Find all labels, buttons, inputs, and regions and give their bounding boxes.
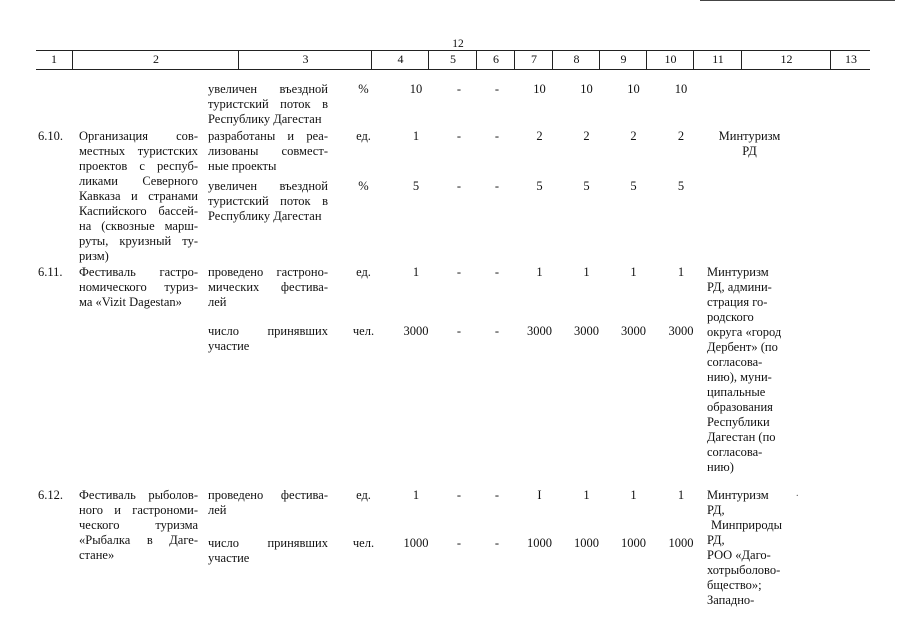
row-6-11-number: 6.11.: [38, 265, 63, 279]
table-header-row: [36, 50, 870, 70]
cont-indicator-text-line: увеличен въездной: [208, 82, 328, 96]
cont-indicator-c6: -: [456, 82, 462, 96]
row-6-12-indicator-2-unit: чел.: [352, 536, 375, 550]
row-6-11-executor-line: Республики: [707, 415, 770, 429]
header-col-3: 3: [238, 51, 372, 69]
row-6-11-indicator-1-c5: 1: [412, 265, 420, 279]
row-6-11-indicator-2-c7: -: [494, 324, 500, 338]
row-6-12-name-line: ческого туризма: [79, 518, 198, 532]
row-6-11-executor-line: родского: [707, 310, 754, 324]
row-6-11-indicator-2-c11: 3000: [668, 324, 694, 338]
header-col-1: 1: [51, 52, 57, 66]
row-6-11-indicator-1-c7: -: [494, 265, 500, 279]
row-6-10-executor-line: РД: [742, 144, 757, 158]
row-6-12-executor-line: РОО «Даго-: [707, 548, 771, 562]
row-6-11-indicator-1-c6: -: [456, 265, 462, 279]
row-6-11-executor-line: нию): [707, 460, 734, 474]
row-6-11-indicator-2-unit: чел.: [352, 324, 375, 338]
row-6-10-indicator-2-c9: 5: [583, 179, 590, 193]
top-edge-rule: [700, 0, 895, 1]
row-6-12-executor-line: бщество»;: [707, 578, 762, 592]
row-6-12-executor-line: хотрыболово-: [707, 563, 781, 577]
row-6-10-indicator-1-c5: 1: [412, 129, 420, 143]
row-6-10-indicator-2-c11: 5: [677, 179, 685, 193]
cont-indicator-text-line: туристский поток в: [208, 97, 328, 111]
row-6-12-indicator-1-c11: 1: [677, 488, 685, 502]
row-6-10-indicator-2-text-line: туристский поток в: [208, 194, 328, 208]
header-col-11: 11: [693, 51, 742, 69]
row-6-12-indicator-1-c9: 1: [583, 488, 590, 502]
row-6-11-name-line: номического туриз-: [79, 280, 198, 294]
row-6-11-executor-line: согласова-: [707, 445, 763, 459]
row-6-12-indicator-2-c5: 1000: [403, 536, 429, 550]
row-6-11-indicator-2-c8: 3000: [527, 324, 552, 338]
header-col-7: 7: [514, 51, 553, 69]
header-col-6: 6: [476, 51, 515, 69]
row-6-11-name-line: ма «Vizit Dagestan»: [79, 295, 182, 309]
cont-indicator-c9: 10: [580, 82, 593, 96]
row-6-12-executor-line: РД,: [707, 503, 725, 517]
row-6-12-indicator-2-text-line: число принявших: [208, 536, 328, 550]
row-6-12-name-line: «Рыбалка в Даге-: [79, 533, 198, 547]
cont-indicator-c5: 10: [409, 82, 423, 96]
row-6-11-indicator-1-c9: 1: [583, 265, 590, 279]
row-6-10-indicator-1-c8: 2: [536, 129, 543, 143]
row-6-11-indicator-1-c11: 1: [677, 265, 685, 279]
cont-indicator-c10: 10: [627, 82, 640, 96]
row-6-10-executor-line: Минтуризм: [718, 129, 781, 143]
row-6-10-name-line: на (сквозные марш-: [79, 219, 198, 233]
row-6-10-indicator-2-c6: -: [456, 179, 462, 193]
row-6-11-indicator-1-unit: ед.: [356, 265, 371, 279]
row-6-12-executor-line: Минтуризм: [707, 488, 769, 502]
row-6-12-indicator-1-unit: ед.: [356, 488, 371, 502]
row-6-11-executor-line: ципальные: [707, 385, 766, 399]
row-6-10-name-line: местных туристских: [79, 144, 198, 158]
row-6-10-name-line: Организация сов-: [79, 129, 198, 143]
row-6-12-indicator-1-c8: I: [537, 488, 542, 502]
row-6-10-indicator-2-c8: 5: [536, 179, 543, 193]
row-6-12-indicator-1-c7: -: [494, 488, 500, 502]
row-6-11-indicator-2-text-line: участие: [208, 339, 250, 353]
row-6-10-indicator-1-c7: -: [494, 129, 500, 143]
row-6-10-name-line: руты, круизный ту-: [79, 234, 198, 248]
cont-indicator-c8: 10: [533, 82, 546, 96]
row-6-12-name-line: стане»: [79, 548, 115, 562]
row-6-11-executor-line: Минтуризм: [707, 265, 769, 279]
row-6-12-executor-line: РД,: [707, 533, 725, 547]
row-6-10-name-line: Каспийского бассей-: [79, 204, 198, 218]
row-6-12-indicator-2-c6: -: [456, 536, 462, 550]
header-col-10: 10: [646, 51, 694, 69]
row-6-10-indicator-2-unit: %: [358, 179, 369, 193]
header-col-2: 2: [72, 51, 239, 69]
row-6-10-name-line: ризм): [79, 249, 109, 263]
header-col-13: 13: [830, 51, 871, 69]
row-6-11-indicator-1-c8: 1: [536, 265, 543, 279]
row-6-11-indicator-2-c10: 3000: [621, 324, 646, 338]
row-6-10-indicator-1-c9: 2: [583, 129, 590, 143]
row-6-10-indicator-1-c11: 2: [677, 129, 685, 143]
row-6-12-indicator-1-text-line: лей: [208, 503, 227, 517]
row-6-11-executor-line: образования: [707, 400, 773, 414]
row-6-11-indicator-2-text-line: число принявших: [208, 324, 328, 338]
row-6-10-indicator-2-text-line: увеличен въездной: [208, 179, 328, 193]
row-6-11-executor-line: Дагестан (по: [707, 430, 776, 444]
row-6-10-name-line: проектов с респуб-: [79, 159, 198, 173]
row-6-11-indicator-1-text-line: проведено гастроно-: [208, 265, 328, 279]
row-6-12-indicator-2-c8: 1000: [527, 536, 552, 550]
row-6-12-number: 6.12.: [38, 488, 63, 502]
header-col-4: 4: [371, 51, 429, 69]
row-6-10-indicator-2-c10: 5: [630, 179, 637, 193]
row-6-12-indicator-1-c6: -: [456, 488, 462, 502]
row-6-11-indicator-1-text-line: мических фестива-: [208, 280, 328, 294]
row-6-10-indicator-1-text-line: лизованы совмест-: [208, 144, 328, 158]
header-col-8: 8: [552, 51, 600, 69]
row-6-11-executor-line: РД, админи-: [707, 280, 772, 294]
row-6-10-indicator-1-c6: -: [456, 129, 462, 143]
row-6-11-executor-line: Дербент» (по: [707, 340, 778, 354]
row-6-10-indicator-1-text-line: ные проекты: [208, 159, 277, 173]
row-6-12-executor-line: Минприроды: [711, 518, 783, 532]
row-6-10-indicator-1-text-line: разработаны и реа-: [208, 129, 328, 143]
row-6-12-indicator-2-c10: 1000: [621, 536, 646, 550]
row-6-11-indicator-2-c6: -: [456, 324, 462, 338]
row-6-11-indicator-2-c9: 3000: [574, 324, 599, 338]
row-6-11-executor-line: страция го-: [707, 295, 768, 309]
header-col-5: 5: [428, 51, 477, 69]
row-6-10-indicator-1-c10: 2: [630, 129, 637, 143]
row-6-10-indicator-2-c5: 5: [412, 179, 420, 193]
cont-indicator-text-line: Республику Дагестан: [208, 112, 322, 126]
row-6-10-name-line: Кавказа и странами: [79, 189, 198, 203]
row-6-10-name-line: ликами Северного: [79, 174, 198, 188]
row-6-12-name-line: Фестиваль рыболов-: [79, 488, 198, 502]
row-6-11-indicator-1-text-line: лей: [208, 295, 227, 309]
cont-indicator-c7: -: [494, 82, 500, 96]
row-6-12-indicator-1-c5: 1: [412, 488, 420, 502]
cont-indicator-c11: 10: [674, 82, 688, 96]
row-6-10-indicator-2-c7: -: [494, 179, 500, 193]
row-6-12-indicator-1-text-line: проведено фестива-: [208, 488, 328, 502]
row-6-12-indicator-2-c9: 1000: [574, 536, 599, 550]
row-6-11-indicator-1-c10: 1: [630, 265, 637, 279]
row-6-10-indicator-1-unit: ед.: [356, 129, 371, 143]
scan-speck: .: [796, 488, 799, 499]
row-6-12-indicator-2-text-line: участие: [208, 551, 250, 565]
row-6-11-indicator-2-c5: 3000: [403, 324, 429, 338]
row-6-10-number: 6.10.: [38, 129, 63, 143]
header-col-12: 12: [741, 51, 831, 69]
row-6-11-executor-line: округа «город: [707, 325, 782, 339]
row-6-12-indicator-2-c11: 1000: [668, 536, 694, 550]
row-6-12-name-line: ного и гастрономи-: [79, 503, 198, 517]
header-col-9: 9: [599, 51, 647, 69]
row-6-12-executor-line: Западно-: [707, 593, 755, 607]
row-6-12-indicator-2-c7: -: [494, 536, 500, 550]
cont-indicator-unit: %: [358, 82, 369, 96]
row-6-11-name-line: Фестиваль гастро-: [79, 265, 198, 279]
row-6-12-indicator-1-c10: 1: [630, 488, 637, 502]
page-number: 12: [452, 38, 464, 50]
row-6-11-executor-line: согласова-: [707, 355, 763, 369]
row-6-11-executor-line: нию), муни-: [707, 370, 772, 384]
row-6-10-indicator-2-text-line: Республику Дагестан: [208, 209, 322, 223]
